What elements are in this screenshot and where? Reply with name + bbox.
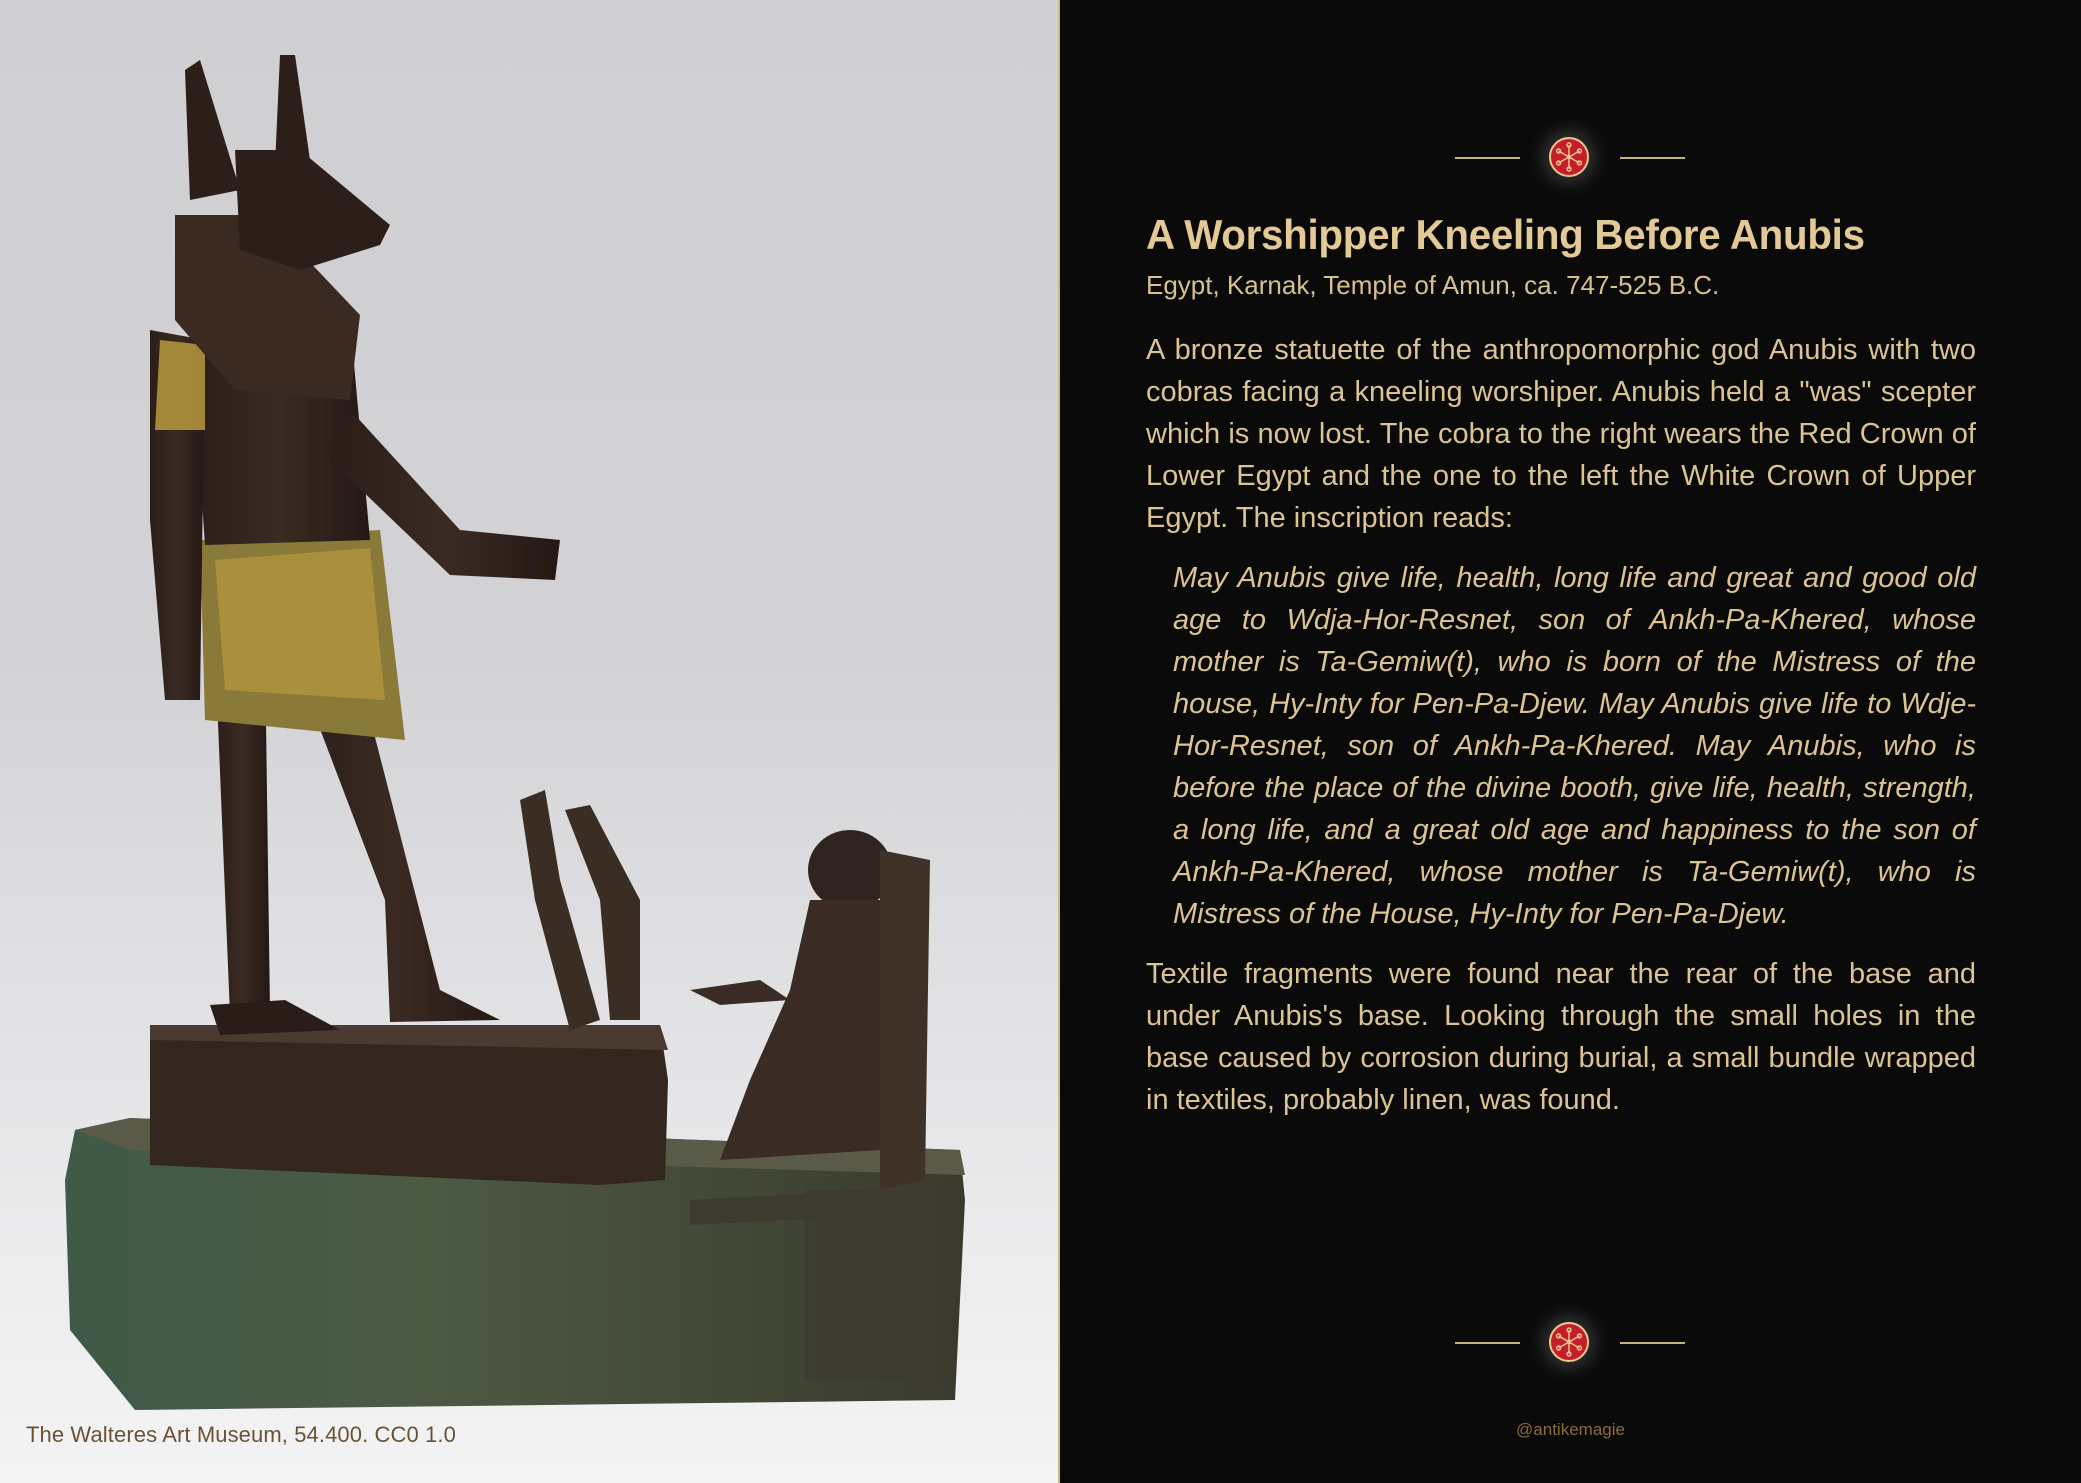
- top-ornament: [1455, 133, 1685, 183]
- ornament-line-left: [1455, 157, 1520, 159]
- article: [1146, 205, 1976, 1121]
- page-title: A Worshipper Kneeling Before Anubis: [1146, 211, 1865, 258]
- photo-credit: The Walteres Art Museum, 54.400. CC0 1.0: [26, 1422, 456, 1447]
- social-handle: @antikemagie: [1516, 1420, 1625, 1439]
- bottom-ornament: [1455, 1318, 1685, 1368]
- ornament-line-right: [1620, 1342, 1685, 1344]
- ornament-line-right: [1620, 157, 1685, 159]
- red-medallion-asterisk-icon: [1549, 1322, 1589, 1362]
- inscription-quote: May Anubis give life, health, long life and great and good old age to Wdja-Hor-Resnet, son of Ankh-Pa-Khered, whose mother is Ta-Gemiw(t), who is born of the Mistress of the house, Hy-Inty for Pen-Pa-Djew. May Anubis give life to Wdje-Hor-Resnet, son of Ankh-Pa-Khered. May Anubis, who is before the place of the divine booth, give life, health, strength, a long life, and a great old age and happiness to the son of Ankh-Pa-Khered, whose mother is Ta-Gemiw(t), who is Mistress of the House, Hy-Inty for Pen-Pa-Djew.: [1173, 562, 1976, 930]
- provenance-subtitle: Egypt, Karnak, Temple of Amun, ca. 747-525 B.C.: [1146, 270, 1720, 300]
- description-panel: [1060, 0, 2081, 1483]
- textile-paragraph: Textile fragments were found near the rear of the base and under Anubis's base. Looking through the small holes in the base caused by corrosion during burial, a small bundle wrapped in textiles, probably linen, was found.: [1146, 958, 1976, 1116]
- red-medallion-asterisk-icon: [1549, 137, 1589, 177]
- ornament-line-left: [1455, 1342, 1520, 1344]
- description-paragraph: A bronze statuette of the anthropomorphic god Anubis with two cobras facing a kneeling worshiper. Anubis held a "was" scepter which is now lost. The cobra to the right wears the Red Crown of Lower Egypt and the one to the left the White Crown of Upper Egypt. The inscription reads:: [1146, 334, 1976, 534]
